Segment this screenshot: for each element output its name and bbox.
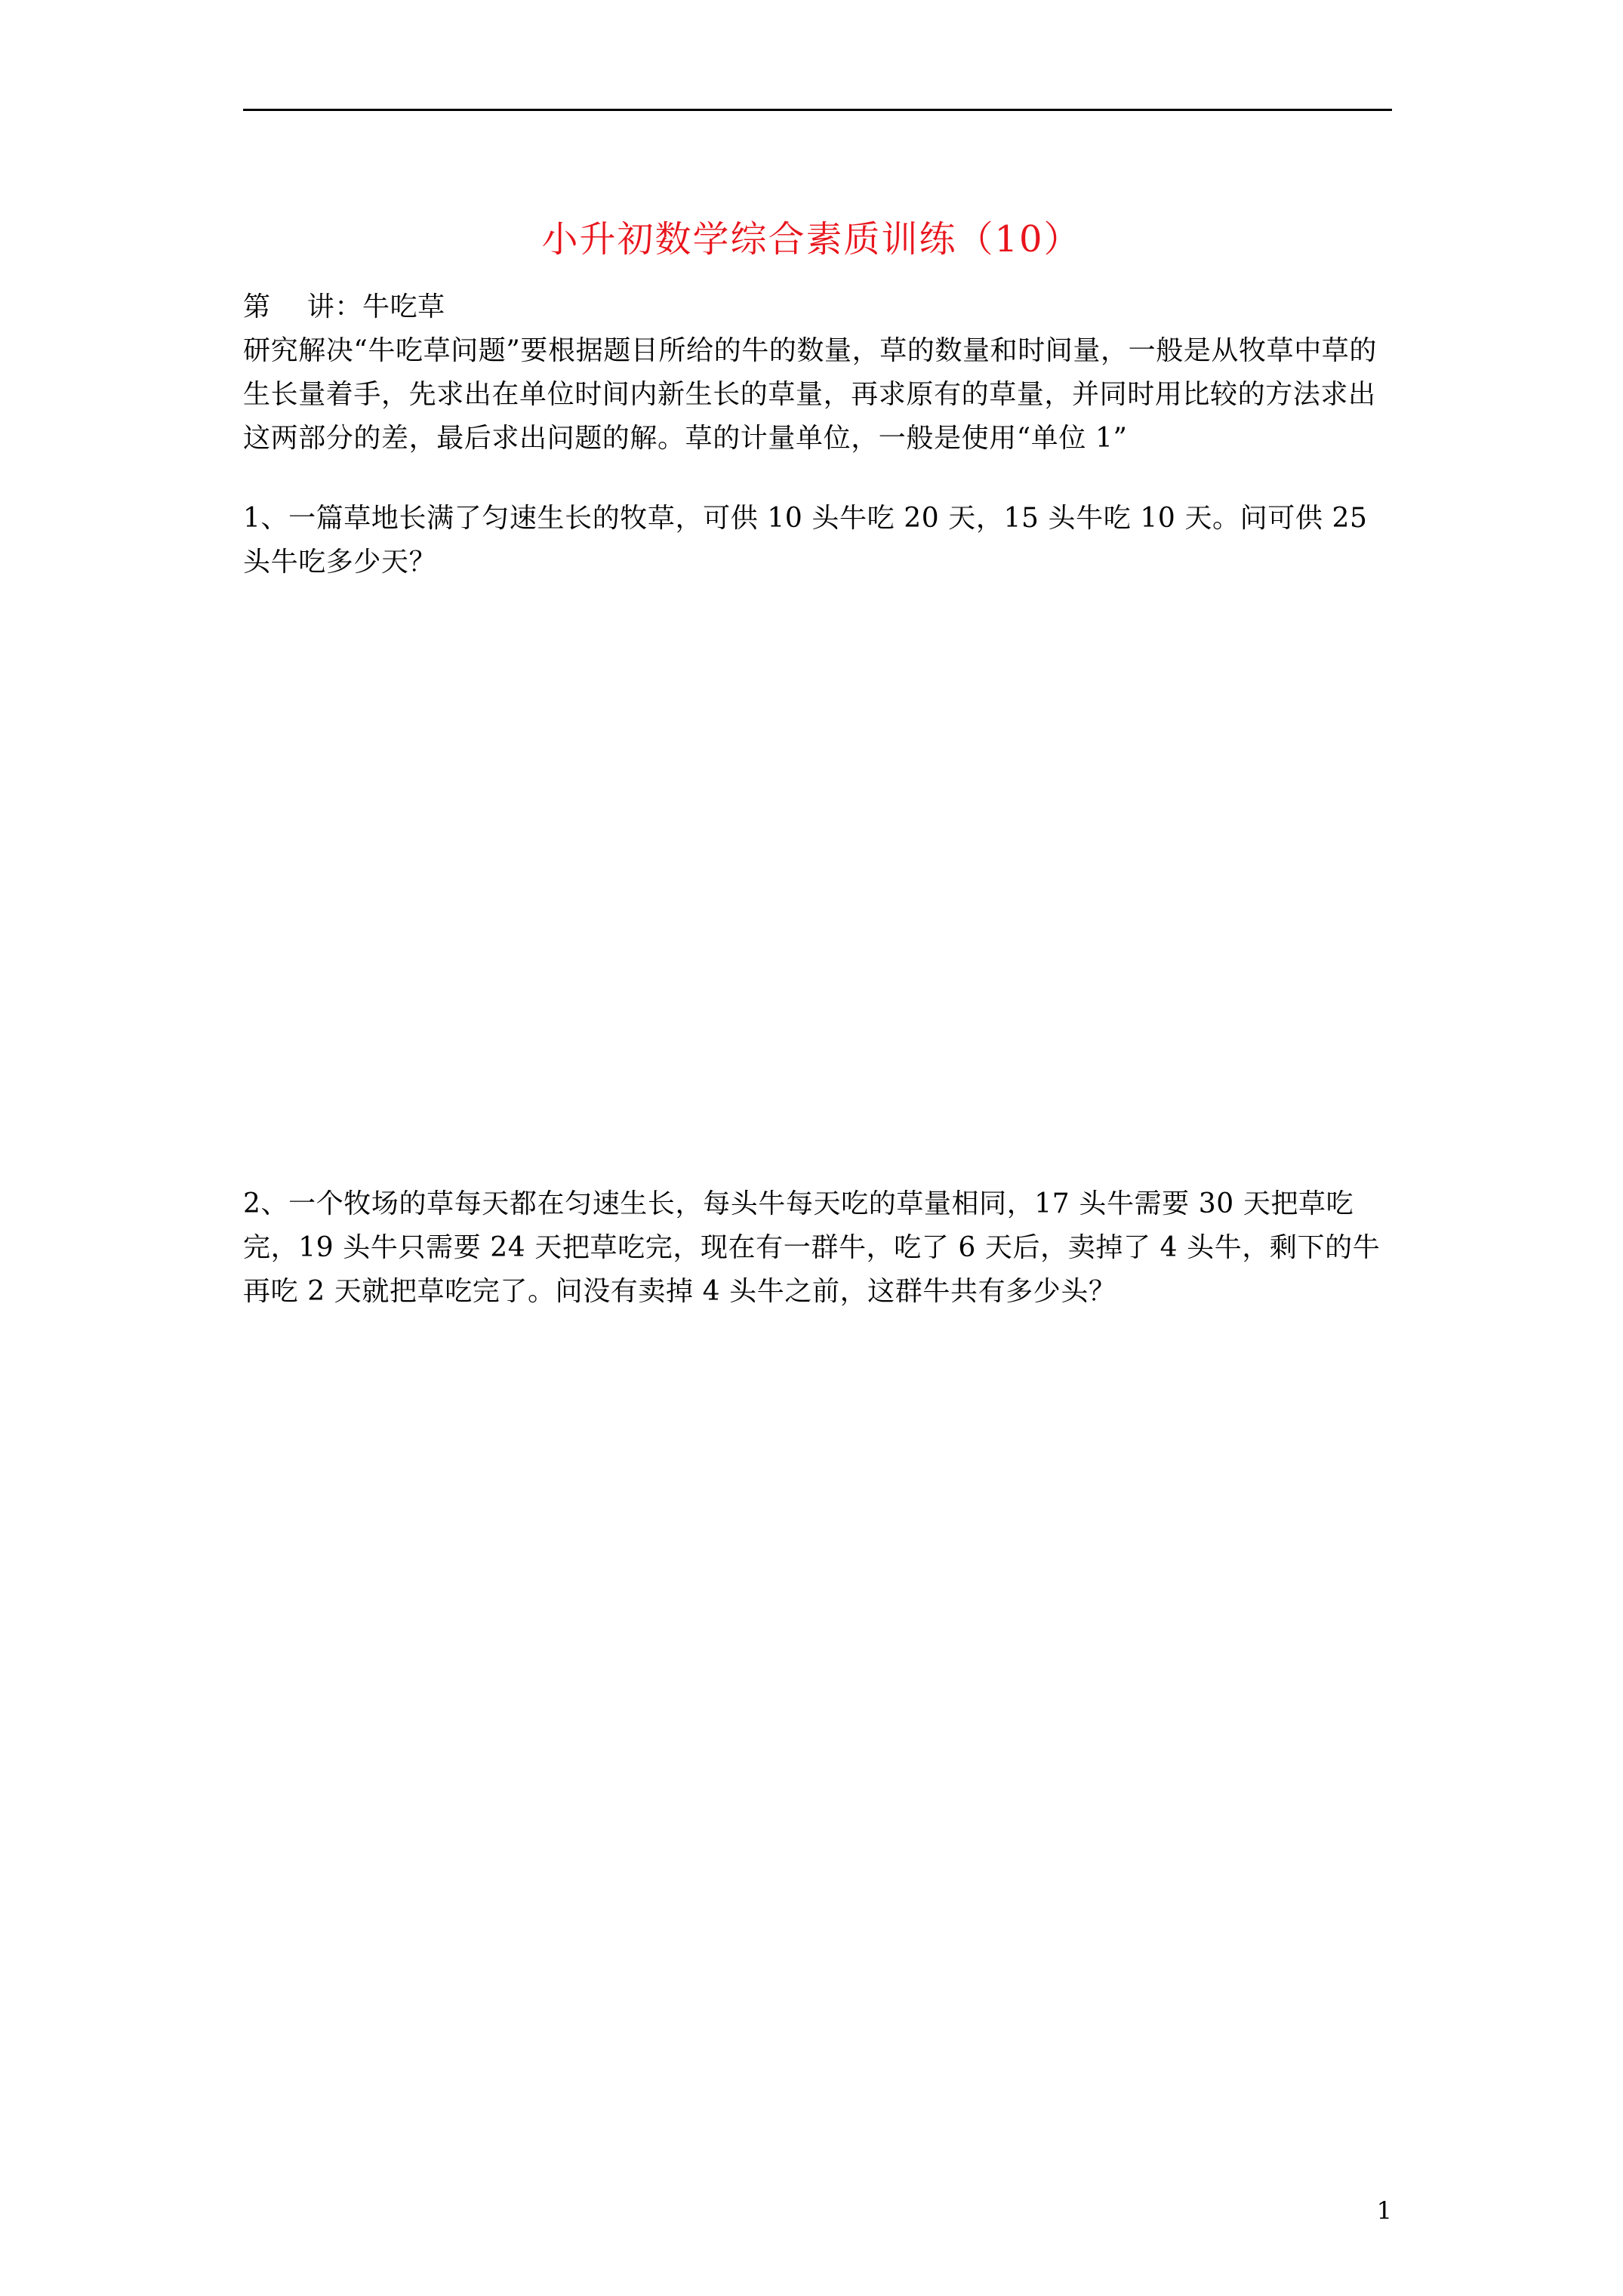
intro-paragraph: 研究解决“牛吃草问题”要根据题目所给的牛的数量，草的数量和时间量，一般是从牧草中草的生长量着手，先求出在单位时间内新生长的草量，再求原有的草量，并同时用比较的方法求出这两部分的差，最后求出问题的解。草的计量单位，一般是使用“单位 1” — [243, 335, 1378, 454]
problem-1: 1、一篇草地长满了匀速生长的牧草，可供 10 头牛吃 20 天，15 头牛吃 10 天。问可供 25 头牛吃多少天？ — [243, 503, 1368, 578]
problem-2: 2、一个牧场的草每天都在匀速生长，每头牛每天吃的草量相同，17 头牛需要 30 天把草吃完，19 头牛只需要 24 天把草吃完，现在有一群牛，吃了 6 天后，卖掉了 4 头牛，剩下的牛再吃 2 天就把草吃完了。问没有卖掉 4 头牛之前，这群牛共有多少头？ — [243, 1188, 1381, 1307]
lecture-label: 第 讲：牛吃草 — [243, 291, 445, 322]
header-rule — [243, 109, 1392, 111]
page-title: 小升初数学综合素质训练（10） — [541, 218, 1082, 260]
page-number: 1 — [1376, 2196, 1392, 2225]
